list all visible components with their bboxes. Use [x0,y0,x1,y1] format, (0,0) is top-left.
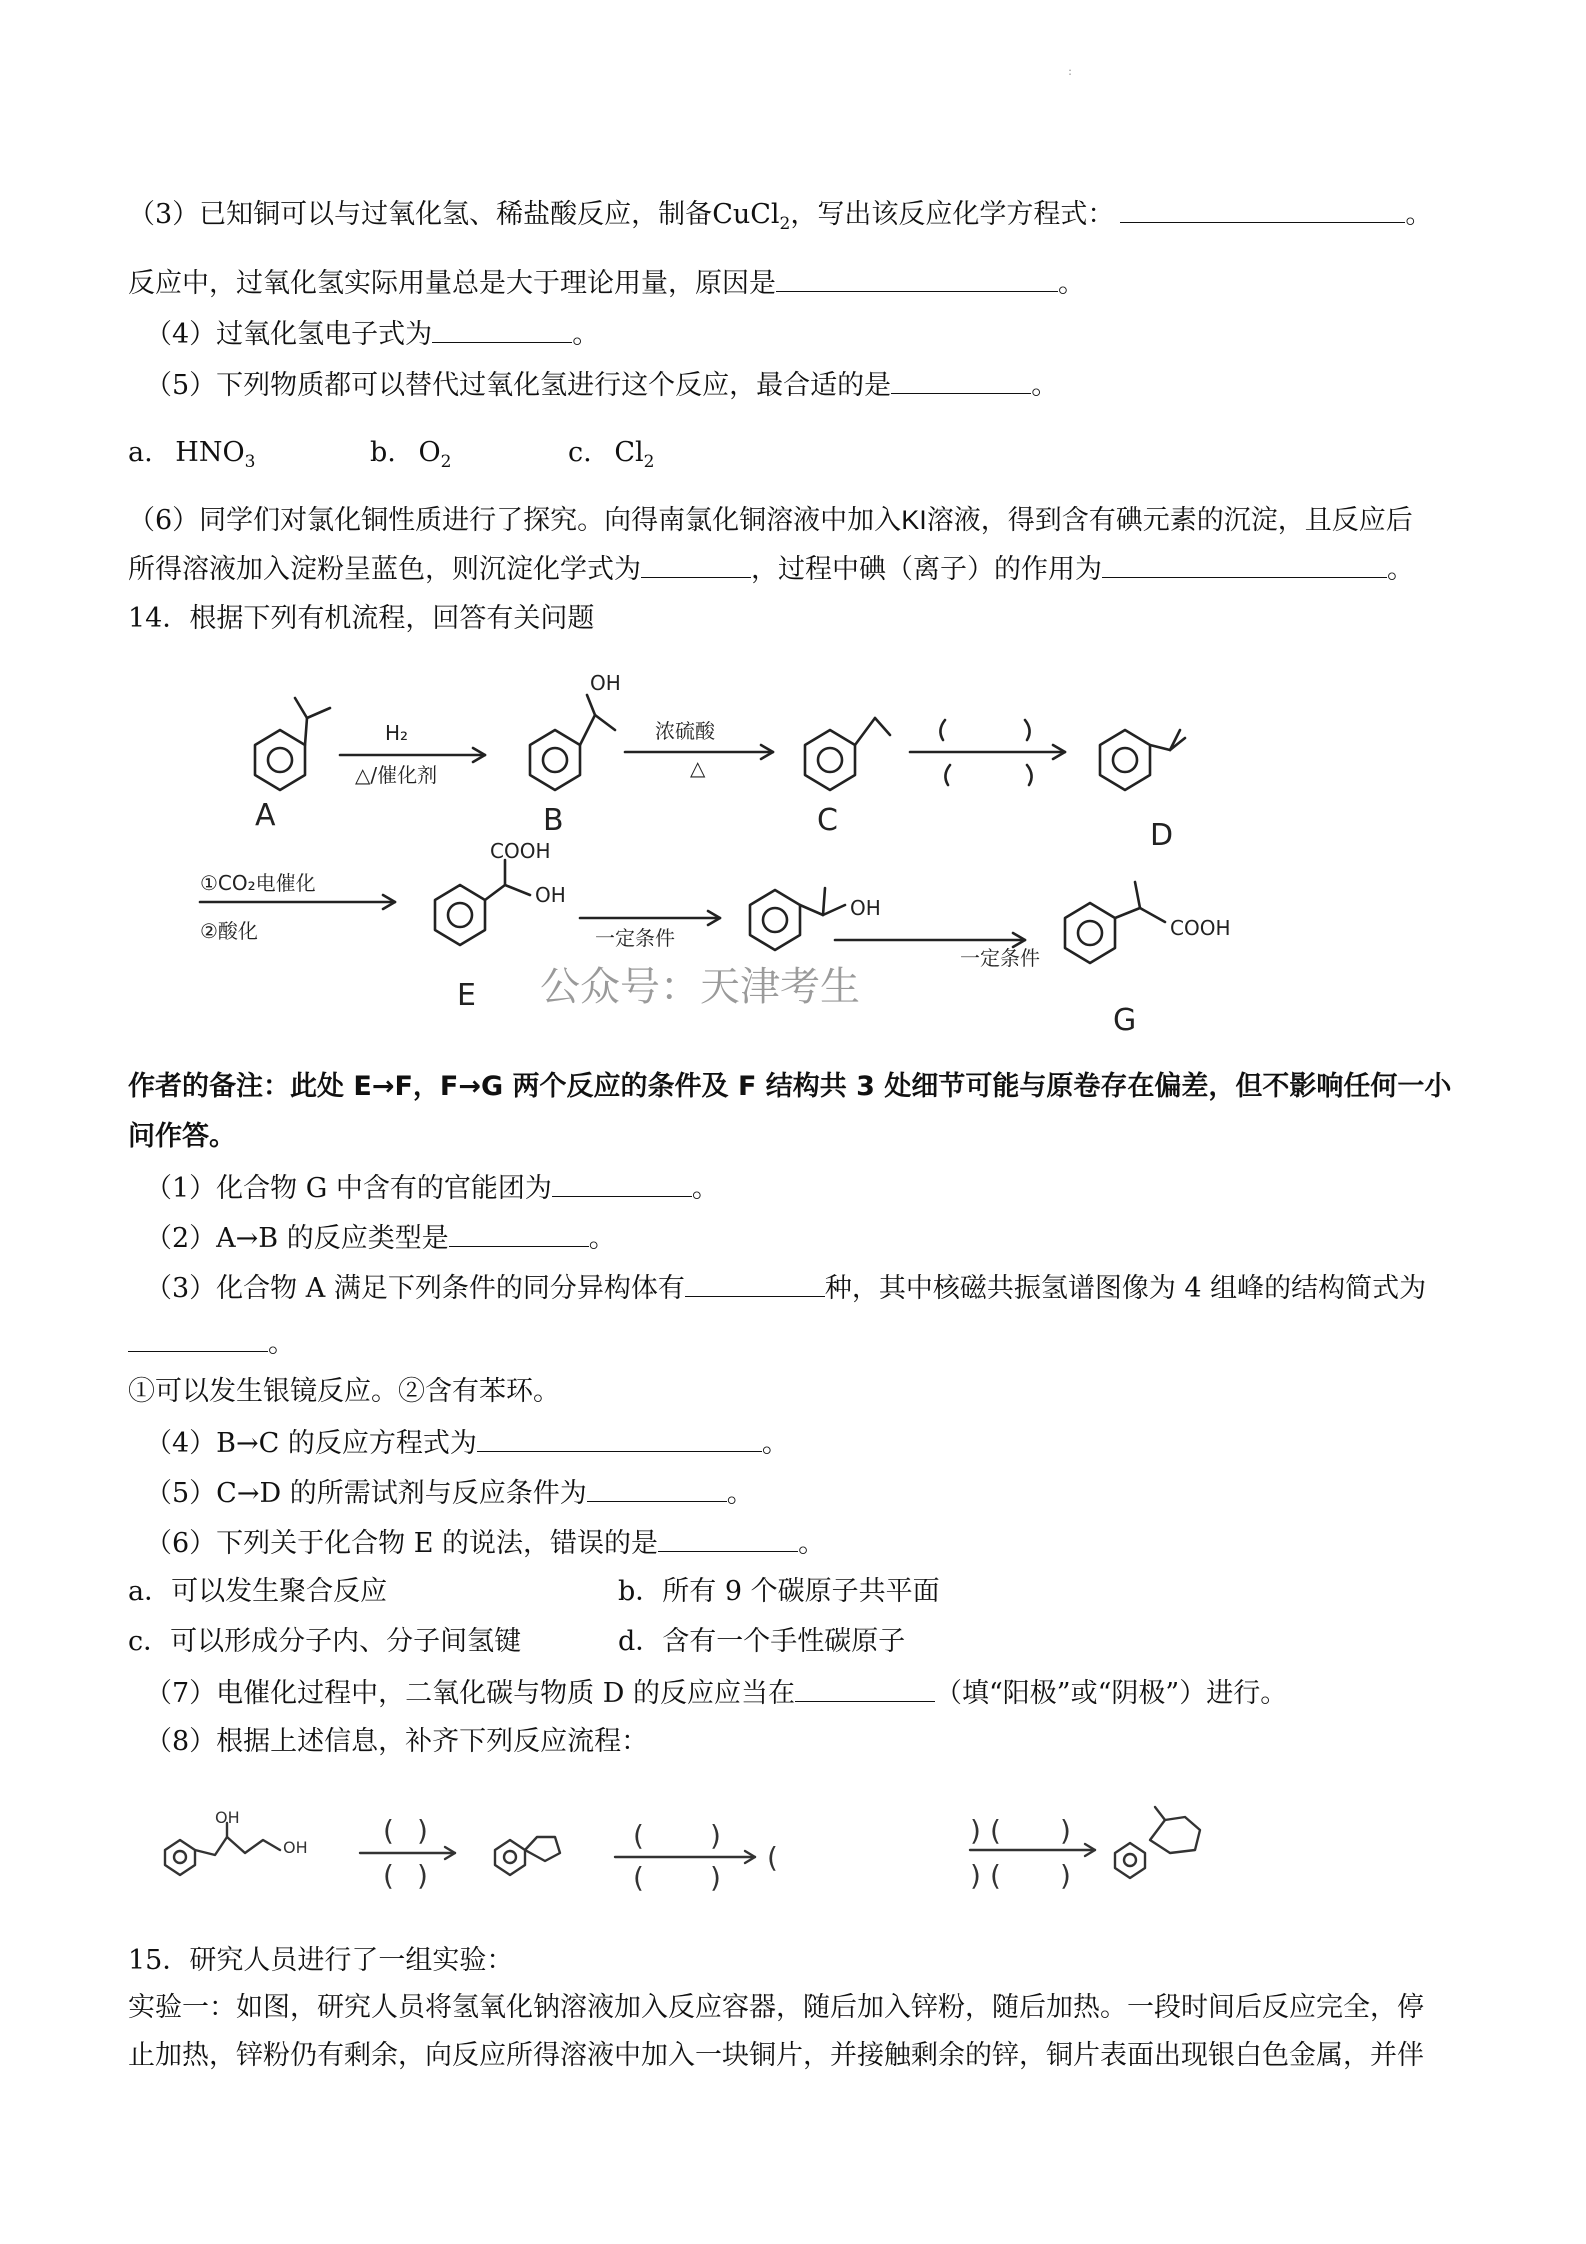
blank-paren-3b: ( [990,1814,1001,1847]
q13-p6-line2-mid: ，过程中碘（离子）的作用为 [751,554,1102,585]
q13-p3-text: （3）已知铜可以与过氧化氢、稀盐酸反应，制备 [128,199,713,230]
period: 。 [588,1223,616,1254]
option-a-hno3: HNO [175,437,245,468]
q14-q1-text: （1）化合物 G 中含有的官能团为 [145,1173,552,1204]
label-cooh-g: COOH [1170,916,1231,940]
q13-p4-text: （4）过氧化氢电子式为 [145,319,433,350]
compound-f-structure [750,888,845,950]
blank-paren-2c: ( [633,1861,644,1894]
answer-blank [891,367,1031,394]
start-diol-structure [165,1823,280,1875]
q13-options [128,436,255,479]
blank-paren-3c: ) [1060,1814,1071,1847]
cyclic-ether-structure [495,1837,560,1875]
q14-q7-end: （填“阳极”或“阴极”）进行。 [935,1678,1288,1709]
step1-co2-electrocatalysis: ①CO₂电催化 [200,871,316,895]
answer-blank [432,316,572,343]
period: 。 [1405,199,1433,230]
q15-title: 15．研究人员进行了一组实验： [128,1945,514,1976]
q13-part6-line2 [128,551,1414,587]
answer-blank [795,1675,935,1702]
blank-paren-3d: ) [970,1859,981,1892]
q14-q7-text: （7）电催化过程中，二氧化碳与物质 D 的反应应当在 [145,1678,795,1709]
answer-blank [552,1170,692,1197]
period: 。 [1058,268,1085,299]
blank-paren-2a: ( [633,1819,644,1852]
condition-catalyst: △/催化剂 [355,763,438,787]
step2-acidify: ②酸化 [200,919,258,943]
q14-part6 [145,1525,825,1561]
label-oh-e: OH [535,883,566,907]
q14-part3-line2 [128,1325,295,1361]
q14-part1 [145,1170,719,1206]
cucl2-subscript: 2 [779,214,791,234]
compound-d-structure [1100,730,1185,790]
blank-paren-1c: ( [383,1859,394,1892]
blank-paren-3e: ( [990,1859,1001,1892]
compound-e-structure [435,860,530,945]
label-d: D [1150,818,1174,853]
q14-part8: （8）根据上述信息，补齐下列反应流程： [145,1726,649,1757]
q13-part3-line2 [128,265,1085,301]
answer-blank [477,1425,762,1452]
option-c-label: c. [568,437,592,468]
blank-paren-2d: ) [710,1861,721,1894]
q14-q3-mid: 种，其中核磁共振氢谱图像为 4 组峰的结构简式为 [824,1273,1427,1304]
period: 。 [1387,554,1414,585]
period: 。 [268,1328,295,1359]
q13-p6-text: （6）同学们对氯化铜性质进行了探究。向得南氯化铜溶液中加入 [128,505,902,536]
q14-option-a: a．可以发生聚合反应 [128,1576,388,1607]
condition-f-g: 一定条件 [960,946,1040,970]
compound-c-structure [805,718,890,790]
blank-paren-1b: ) [417,1814,428,1847]
answer-blank [776,265,1058,292]
compound-a-structure [255,698,330,790]
flow-oh-2: OH [283,1838,308,1857]
q14-q4-text: （4）B→C 的反应方程式为 [145,1428,477,1459]
reaction-flow-figure [155,1795,1295,1905]
q13-part3-line1 [128,196,1432,241]
q14-q2-text: （2）A→B 的反应类型是 [145,1223,449,1254]
answer-blank [128,1325,268,1352]
q13-part5 [145,367,1058,403]
label-c: C [817,803,838,838]
q13-p6-text-b: 溶液，得到含有碘元素的沉淀，且反应后 [926,505,1413,536]
compound-g-structure [1065,882,1165,963]
label-a: A [255,798,276,833]
label-oh-f: OH [850,896,881,920]
answer-blank [1120,196,1405,223]
watermark: 公众号：天津考生 [540,964,860,1010]
q13-part4 [145,316,599,352]
blank-paren-1a: ( [383,1814,394,1847]
answer-blank [587,1475,727,1502]
q13-p5-text: （5）下列物质都可以替代过氧化氢进行这个反应，最合适的是 [145,370,892,401]
q14-part3-conditions: ①可以发生银镜反应。②含有苯环。 [128,1376,560,1407]
q13-option-b [370,436,451,479]
q15-line1: 实验一：如图，研究人员将氢氧化钠溶液加入反应容器，随后加入锌粉，随后加热。一段时间后反应完全，停 [128,1992,1424,2023]
cl2-subscript: 2 [643,452,655,472]
q13-part6-line1 [128,503,1413,538]
answer-blank [641,551,751,578]
author-note-line2: 问作答。 [128,1121,236,1152]
condition-heat: △ [690,756,706,780]
answer-blank [685,1270,825,1297]
cucl2-formula: CuCl [712,199,780,230]
reagent-conc-h2so4: 浓硫酸 [655,719,715,743]
q14-q5-text: （5）C→D 的所需试剂与反应条件为 [145,1478,587,1509]
compound-b-structure [530,695,615,790]
author-note-line1: 作者的备注：此处 E→F，F→G 两个反应的条件及 F 结构共 3 处细节可能与原卷存在偏差，但不影响任何一小 [128,1071,1452,1102]
period: 。 [1031,370,1059,401]
blank-paren-2b: ) [710,1819,721,1852]
label-e: E [457,978,476,1013]
reagent-h2: H₂ [385,721,409,745]
lactone-product-structure [1115,1807,1200,1878]
q15-line2: 止加热，锌粉仍有剩余，向反应所得溶液中加入一块铜片，并接触剩余的锌，铜片表面出现银白色金属，并伴 [128,2040,1424,2071]
reaction-scheme-figure [195,660,1275,1050]
answer-blank [1102,551,1387,578]
q14-part4 [145,1425,789,1461]
answer-blank [449,1220,589,1247]
q14-part2 [145,1220,616,1256]
label-b: B [543,803,564,838]
q13-p3-line2-text: 反应中，过氧化氢实际用量总是大于理论用量，原因是 [128,268,776,299]
q14-q3-text: （3）化合物 A 满足下列条件的同分异构体有 [145,1273,685,1304]
q14-part3-line1 [145,1270,1426,1306]
period: 。 [798,1528,826,1559]
q13-option-c [568,436,654,479]
period: 。 [761,1428,789,1459]
option-b-label: b. [370,437,396,468]
blank-paren-3a: ) [970,1814,981,1847]
blank-product-paren: ( [767,1841,778,1874]
q14-title: 14．根据下列有机流程，回答有关问题 [128,603,595,634]
q14-option-b: b．所有 9 个碳原子共平面 [618,1576,940,1607]
label-cooh-e: COOH [490,839,551,863]
condition-e-f: 一定条件 [595,926,675,950]
option-a-label: a. [128,437,153,468]
page-mark: : [1068,64,1073,78]
blank-paren-1d: ) [417,1859,428,1892]
q13-p6-line2-text: 所得溶液加入淀粉呈蓝色，则沉淀化学式为 [128,554,641,585]
o2-subscript: 2 [440,452,452,472]
blank-paren-3f: ) [1060,1859,1071,1892]
label-oh-b: OH [590,671,621,695]
label-g: G [1113,1003,1137,1038]
flow-oh-1: OH [215,1808,240,1827]
hno3-subscript: 3 [244,452,256,472]
q13-p3-text-b: ，写出该反应化学方程式： [790,199,1115,230]
q14-part7 [145,1675,1287,1711]
answer-blank [658,1525,798,1552]
q14-option-d: d．含有一个手性碳原子 [618,1626,906,1657]
ki-formula: KI [901,505,927,535]
period: 。 [572,319,600,350]
q14-part5 [145,1475,754,1511]
q14-q6-text: （6）下列关于化合物 E 的说法，错误的是 [145,1528,659,1559]
period: 。 [726,1478,754,1509]
option-c-cl2: Cl [614,437,644,468]
option-b-o2: O [418,437,441,468]
q14-option-c: c．可以形成分子内、分子间氢键 [128,1626,522,1657]
period: 。 [691,1173,719,1204]
